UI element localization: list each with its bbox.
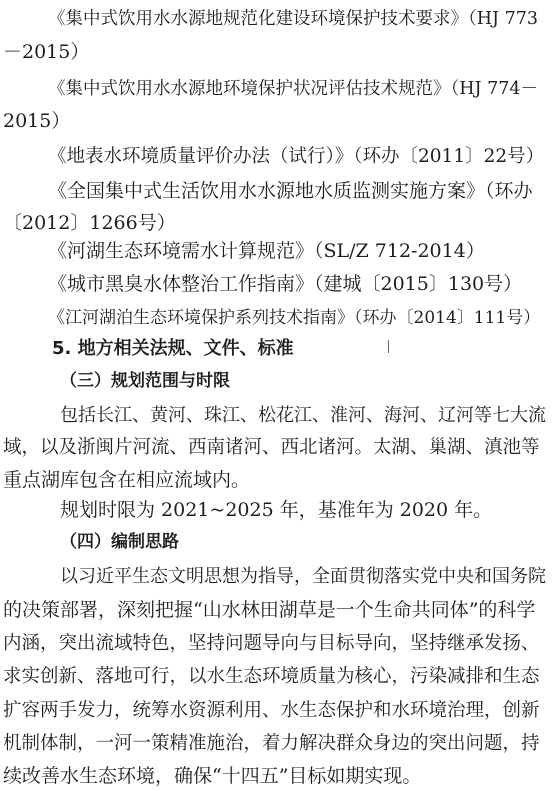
scope-line-2: 域，以及浙闽片河流、西南诸河、西北诸河。太湖、巢湖、滇池等 bbox=[3, 437, 540, 458]
approach-line-7: 续改善水生态环境，确保“十四五”目标如期实现。 bbox=[3, 765, 422, 787]
reference-1-line-2: －2015） bbox=[3, 41, 90, 63]
approach-line-6: 机制体制，一河一策精准施治，着力解决群众身边的突出问题，持 bbox=[3, 733, 540, 754]
reference-6: 《城市黑臭水体整治工作指南》（建城〔2015〕130号） bbox=[48, 273, 523, 295]
approach-line-5: 扩容两手发力，统筹水资源利用、水生态保护和水环境治理，创新 bbox=[3, 700, 540, 721]
section-4-heading: （四）编制思路 bbox=[60, 532, 179, 552]
reference-1-line-1: 《集中式饮用水水源地规范化建设环境保护技术要求》（HJ 773 bbox=[48, 9, 538, 29]
reference-4-line-2: 〔2012〕1266号） bbox=[3, 212, 176, 234]
approach-line-3: 内涵，突出流域特色，坚持问题导向与目标导向，坚持继承发扬、 bbox=[3, 633, 540, 654]
approach-line-1: 以习近平生态文明思想为指导，全面贯彻落实党中央和国务院 bbox=[60, 566, 546, 587]
approach-line-2: 的决策部署，深刻把握“山水林田湖草是一个生命共同体”的科学 bbox=[3, 599, 536, 621]
scope-line-3: 重点湖库包含在相应流域内。 bbox=[3, 469, 251, 491]
reference-7: 《江河湖泊生态环境保护系列技术指南》（环办〔2014〕111号） bbox=[48, 308, 541, 328]
section-5-heading: 5. 地方相关法规、文件、标准 bbox=[52, 338, 294, 359]
section-3-heading: （三）规划范围与时限 bbox=[60, 371, 230, 391]
scope-line-1: 包括长江、黄河、珠江、松花江、淮河、海河、辽河等七大流 bbox=[60, 405, 546, 426]
reference-2-line-1: 《集中式饮用水水源地环境保护状况评估技术规范》（HJ 774－ bbox=[48, 79, 538, 99]
margin-mark bbox=[388, 340, 389, 353]
approach-line-4: 求实创新、落地可行，以水生态环境质量为核心，污染减排和生态 bbox=[3, 666, 540, 687]
reference-2-line-2: 2015） bbox=[3, 110, 71, 132]
reference-5: 《河湖生态环境需水计算规范》（SL/Z 712-2014） bbox=[48, 240, 485, 262]
reference-4-line-1: 《全国集中式生活饮用水水源地水质监测实施方案》（环办 bbox=[48, 180, 533, 202]
reference-3: 《地表水环境质量评价办法（试行）》（环办〔2011〕22号） bbox=[48, 146, 545, 167]
planning-period: 规划时限为 2021~2025 年，基准年为 2020 年。 bbox=[60, 499, 493, 521]
